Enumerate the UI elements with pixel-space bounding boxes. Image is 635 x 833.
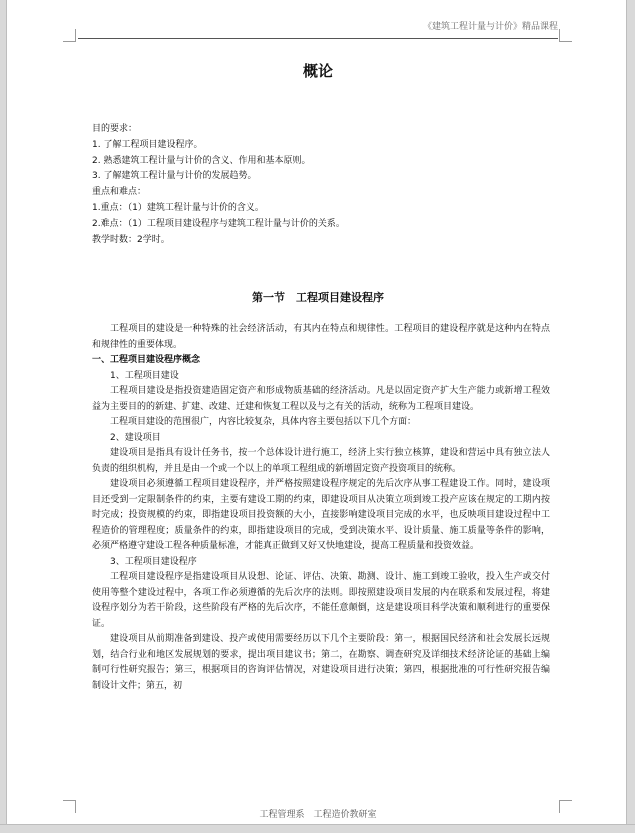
subheading: 1、工程项目建设 [110,370,179,381]
crop-mark-top-left [63,29,76,42]
paragraph: 工程项目建设的范围很广，内容比较复杂，具体内容主要包括以下几个方面： [110,417,417,427]
paragraph: 工程项目建设是指投资建造固定资产和形成物质基础的经济活动。凡是以固定资产扩大生产能力或新增工程效益为主要目的的新建、扩建、改建、迁建和恢复工程以及与之有关的活动，统称为工程项目建设。 [92,386,550,412]
paragraph: 建设项目是指具有设计任务书，按一个总体设计进行施工，经济上实行独立核算，建设和营运中具有独立法人负责的组织机构，并且是由一个或一个以上的单项工程组成的新增固定资产投资项目的统称。 [92,448,550,474]
footer-text: 工程管理系 工程造价教研室 [259,810,377,820]
objectives-line: 教学时数：2学时。 [92,234,170,245]
chapter-title: 概论 [302,62,333,80]
section-title: 第一节 工程项目建设程序 [252,291,384,304]
objectives-line: 1.重点：（1）建筑工程计量与计价的含义。 [92,202,264,213]
course-title: 《建筑工程计量与计价》精品课程 [422,22,558,32]
objectives-line: 2.难点：（1）工程项目建设程序与建筑工程计量与计价的关系。 [92,218,345,229]
subheading: 3、工程项目建设程序 [110,556,197,567]
subheading: 2、建设项目 [110,432,161,443]
crop-mark-bottom-left [63,800,76,813]
paragraph: 建设项目从前期准备到建设、投产或使用需要经历以下几个主要阶段：第一，根据国民经济和社会发展长远规划，结合行业和地区发展规划的要求，提出项目建议书；第二，在勘察、调查研究及详细技术经济论证的基础上编制可行性研究报告；第三，根据项目的咨询评估情况，对建设项目进行决策；第四，根据批准的可行性研究报告编制设计文件；第五，初 [92,634,550,691]
crop-mark-bottom-right [559,800,572,813]
objectives-line: 目的要求： [92,124,138,134]
page-footer [78,806,558,824]
objectives-line: 3. 了解建筑工程计量与计价的发展趋势。 [92,171,257,182]
heading: 一、工程项目建设程序概念 [92,355,201,365]
window-frame-left [0,0,7,833]
objectives-line: 重点和难点： [92,187,147,198]
crop-mark-top-right [559,29,572,42]
section-body [92,322,550,694]
page-header [78,18,558,39]
window-frame-right [626,0,635,833]
objectives-block [92,122,552,248]
objectives-line: 2. 熟悉建筑工程计量与计价的含义、作用和基本原则。 [92,155,311,166]
paragraph: 建设项目必须遵循工程项目建设程序，并严格按照建设程序规定的先后次序从事工程建设工作。同时，建设项目还受到一定限制条件的约束，主要有建设工期的约束，即建设项目从决策立项到竣工投产应该在规定的工期内按时完成；投资规模的约束，即指建设项目投资额的大小，直接影响建设项目完成的水平，也反映项目建设过程中工程造价的管理程度；质量条件的约束，即指建设项目的完成，受到决策水平、设计质量、施工质量等条件的影响，必须严格遵守建设工程各种质量标准，才能真正做到又好又快地建设，提高工程质量和投资效益。 [92,479,550,551]
objectives-line: 1. 了解工程项目建设程序。 [92,139,203,150]
paragraph: 工程项目的建设是一种特殊的社会经济活动，有其内在特点和规律性。工程项目的建设程序就是这种内在特点和规律性的重要体现。 [92,324,550,350]
window-frame-bottom [0,824,635,833]
paragraph: 工程项目建设程序是指建设项目从设想、论证、评估、决策、勘测、设计、施工到竣工验收，投入生产或交付使用等整个建设过程中，各项工作必须遵循的先后次序的法则。即按照建设项目发展的内在联系和发展过程，将建设程序划分为若干阶段，这些阶段有严格的先后次序，不能任意颠倒，这是建设项目科学决策和顺利进行的重要保证。 [92,572,550,629]
